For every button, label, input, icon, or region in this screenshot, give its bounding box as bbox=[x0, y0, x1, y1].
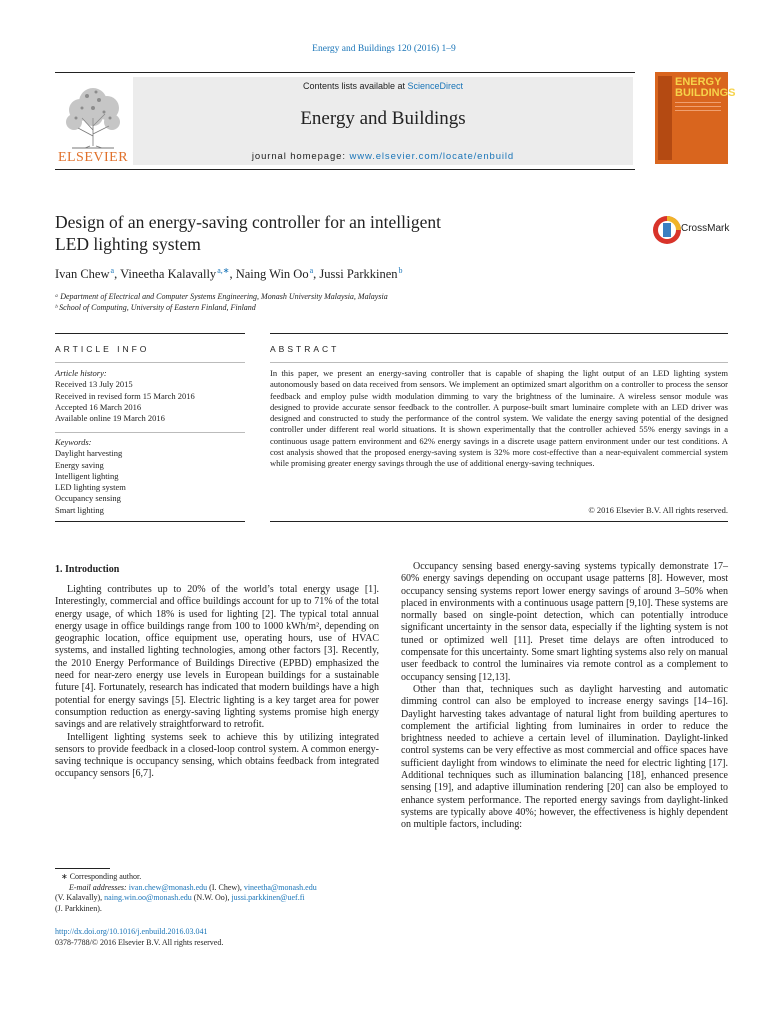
history-entry: Received 13 July 2015 bbox=[55, 379, 133, 390]
author-name[interactable]: Naing Win Oo bbox=[235, 267, 309, 282]
journal-reference[interactable]: Energy and Buildings 120 (2016) 1–9 bbox=[312, 44, 456, 54]
body-paragraph: Lighting contributes up to 20% of the world’s total energy usage [1]. Interestingly, commercial and office buildings account for up to 71% of the total energy usage, of which 18% is used for lighting [2]. The typical total annual energy usage in office buildings range from 100 to 1000 kWh/m², depending on geographic location, office equipment use, operating hours, use of HVAC systems, and installed lighting technologies, among other factors [3]. Recently, the 2010 Energy Performance of Buildings Directive (EPBD) emphasized the need for near-zero energy use levels in European buildings for a sustainable future [4]. Fortunately, research has indicated that modern buildings have a high potential for energy savings [5]. Electric lighting is a key target area for power consumption reduction as energy-saving lighting systems promise high energy savings and are relatively straightforward to retrofit. bbox=[55, 584, 379, 731]
cover-title-energy: ENERGY bbox=[675, 76, 722, 88]
crossmark-label[interactable]: CrossMark bbox=[681, 223, 730, 234]
author-list: Ivan Chew$^a$, Vineetha Kalavally$^{a,∗}$, Naing Win Oo$^a$, Jussi Parkkinen$^b$ bbox=[55, 266, 403, 282]
abstract-heading: ABSTRACT bbox=[270, 344, 340, 354]
paper-title-line-1: Design of an energy-saving controller for an intelligent bbox=[55, 212, 442, 232]
author-affiliation-mark[interactable]: a,∗ bbox=[217, 266, 230, 275]
doi-link[interactable]: http://dx.doi.org/10.1016/j.enbuild.2016.03.041 bbox=[55, 927, 208, 936]
publisher-wordmark: ELSEVIER bbox=[57, 150, 129, 165]
article-info-heading: ARTICLE INFO bbox=[55, 344, 150, 354]
sciencedirect-link[interactable]: ScienceDirect bbox=[407, 81, 464, 91]
body-column-left bbox=[55, 584, 379, 781]
keyword-item: LED lighting system bbox=[55, 482, 126, 493]
cover-side-bar bbox=[658, 76, 672, 160]
journal-homepage-link[interactable]: www.elsevier.com/locate/enbuild bbox=[349, 151, 515, 162]
author-name[interactable]: Jussi Parkkinen bbox=[319, 267, 398, 282]
article-history bbox=[55, 368, 245, 424]
body-paragraph: Intelligent lighting systems seek to achieve this by utilizing integrated sensors to provide feedback in a closed-loop control system. A common energy-saving technique is occupancy sensing, which obtains feedback from integrated occupancy sensors [6,7]. bbox=[55, 731, 379, 780]
abstract-bottom-rule bbox=[270, 521, 728, 522]
article-info-bottom-rule bbox=[55, 521, 245, 522]
abstract-top-rule bbox=[270, 333, 728, 334]
author-name[interactable]: Vineetha Kalavally bbox=[120, 267, 217, 282]
header-bottom-rule bbox=[55, 169, 635, 170]
journal-homepage-line bbox=[133, 151, 633, 162]
history-entry: Available online 19 March 2016 bbox=[55, 413, 165, 424]
author-affiliation-mark[interactable]: a bbox=[110, 266, 115, 275]
paper-title-line-2: LED lighting system bbox=[55, 234, 201, 254]
footnote-rule bbox=[55, 868, 110, 869]
body-paragraph: Occupancy sensing based energy-saving systems typically demonstrate 17–60% energy savings depending on occupant usage patterns [8]. However, most occupancy sensing systems report lower energy savings of around 3–50% when placed in environments with a continuous usage pattern [9,10]. These systems are normally based on single-point detection, which can potentially introduce significant uncertainty in the sensor data, especially if the lighting system is not tuned or optimized well [11]. Preset time delays are often introduced to compensate for this uncertainty. Some smart lighting systems also rely on manual user feedback to control the luminaires via remote control as a complement to occupancy sensing [12,13]. bbox=[401, 561, 728, 683]
doi-block bbox=[55, 927, 379, 948]
article-history-label: Article history: bbox=[55, 368, 107, 378]
email-link[interactable]: jussi.parkkinen@uef.fi bbox=[231, 893, 305, 902]
keyword-item: Energy saving bbox=[55, 459, 104, 470]
article-info-heading-rule bbox=[55, 362, 245, 363]
keyword-item: Occupancy sensing bbox=[55, 493, 121, 504]
author-name[interactable]: Ivan Chew bbox=[55, 267, 110, 282]
affiliation-a: ᵃ Department of Electrical and Computer Systems Engineering, Monash University Malaysia, Malaysia bbox=[55, 292, 388, 301]
history-entry: Received in revised form 15 March 2016 bbox=[55, 390, 195, 401]
journal-title: Energy and Buildings bbox=[300, 108, 466, 129]
homepage-prefix: journal homepage: bbox=[251, 151, 350, 162]
email-owner: (N.W. Oo), bbox=[191, 893, 232, 902]
section-heading-introduction: 1. Introduction bbox=[55, 564, 120, 575]
keyword-item: Intelligent lighting bbox=[55, 470, 119, 481]
abstract-copyright: © 2016 Elsevier B.V. All rights reserved. bbox=[588, 505, 728, 515]
email-label: E-mail addresses: bbox=[69, 882, 129, 892]
paper-title bbox=[55, 211, 575, 255]
corresponding-author-note: ∗ Corresponding author. bbox=[61, 872, 142, 881]
email-link[interactable]: vineetha@monash.edu bbox=[243, 882, 317, 892]
keywords bbox=[55, 437, 245, 516]
footnotes bbox=[55, 872, 379, 914]
email-owner: (V. Kalavally), bbox=[55, 893, 105, 902]
header-top-rule bbox=[55, 72, 635, 73]
email-owner: (I. Chew), bbox=[207, 882, 244, 892]
cover-text-line bbox=[675, 106, 721, 107]
cover-text-line bbox=[675, 110, 721, 111]
cover-title-buildings: BUILDINGS bbox=[675, 87, 736, 99]
email-addresses-line bbox=[55, 893, 379, 904]
keywords-label: Keywords: bbox=[55, 437, 92, 447]
email-addresses-line bbox=[55, 883, 379, 894]
history-keywords-rule bbox=[55, 432, 245, 433]
abstract-text: In this paper, we present an energy-saving controller that is capable of shaping the light output of an LED lighting system autonomously based on data received from sensors. We implement an optimized smart algorithm on a controller to process the sensor feedback and employ pulse width modulation dimming to vary the brightness of the luminaire. A wireless sensor module was designed to provide accurate sensor feedback to the controller. A purpose-built smart luminaire complete with an LED driver was designed and constructed to study the performance of the control system. We validate the energy saving potential of the designed controller under different real world situations. It is shown experimentally that the controller achieved 55% energy savings in a continuous usage pattern environment and 62% energy savings in a discrete usage pattern environment under our test conditions. A cost analysis showed that the proposed energy-saving system is 32% more cost-effective than a near-equivalent commercial system while promising greater energy savings through the use of additional energy-saving techniques. bbox=[270, 368, 728, 469]
article-info-top-rule bbox=[55, 333, 245, 334]
keyword-item: Smart lighting bbox=[55, 504, 104, 515]
author-affiliation-mark[interactable]: b bbox=[398, 266, 403, 275]
journal-cover-thumbnail[interactable] bbox=[655, 72, 736, 164]
keyword-item: Daylight harvesting bbox=[55, 448, 123, 459]
cover-text-line bbox=[675, 102, 721, 103]
body-paragraph: Other than that, techniques such as daylight harvesting and automatic dimming control can also be employed to increase energy savings [14–16]. Daylight harvesting takes advantage of natural light from building apertures to complement the artificial lighting from luminaires in order to reduce the brightness needed to achieve a certain level of illumination. Daylight-linked control systems can be very effective as most commercial and office spaces have sufficient daylight from windows to eliminate the need for electric lighting [17]. Additional techniques such as illumination balancing [18], enhanced presence sensing [19], and adaptive illumination rendering [20] can also be employed to enhance system performance. The reported energy savings from daylight-linked systems are typically above 40%; however, the effectiveness is highly dependent on multiple factors, including: bbox=[401, 683, 728, 831]
email-owner: (J. Parkkinen). bbox=[55, 903, 102, 913]
affiliation-b: ᵇ School of Computing, University of Eastern Finland, Finland bbox=[55, 303, 256, 312]
abstract-heading-rule bbox=[270, 362, 728, 363]
body-column-right bbox=[401, 561, 728, 832]
issn-copyright: 0378-7788/© 2016 Elsevier B.V. All rights reserved. bbox=[55, 937, 224, 947]
email-link[interactable]: naing.win.oo@monash.edu bbox=[104, 893, 192, 902]
email-link[interactable]: ivan.chew@monash.edu bbox=[128, 882, 208, 892]
author-affiliation-mark[interactable]: a bbox=[309, 266, 314, 275]
history-entry: Accepted 16 March 2016 bbox=[55, 401, 142, 412]
contents-line bbox=[133, 81, 633, 91]
contents-prefix: Contents lists available at bbox=[302, 81, 408, 91]
